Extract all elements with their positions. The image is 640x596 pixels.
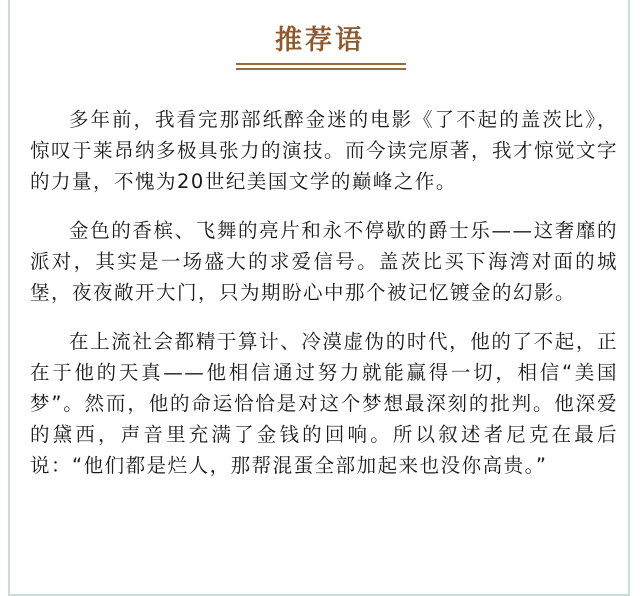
title-underline-bottom xyxy=(236,68,406,70)
title-underline-top xyxy=(236,63,406,65)
paragraph-1: 多年前，我看完那部纸醉金迷的电影《了不起的盖茨比》，惊叹于莱昂纳多极具张力的演技。而今读完原著，我才惊觉文字的力量，不愧为20世纪美国文学的巅峰之作。 xyxy=(30,108,619,193)
paragraph-3: 在上流社会都精于算计、冷漠虚伪的时代，他的了不起，正在于他的天真——他相信通过努力就能赢得一切，相信“美国梦”。然而，他的命运恰恰是对这个梦想最深刻的批判。他深爱的黛西，声音里充满了金钱的回响。所以叙述者尼克在最后说：“他们都是烂人，那帮混蛋全部加起来也没你高贵。” xyxy=(30,330,618,477)
paragraph-2: 金色的香槟、飞舞的亮片和永不停歇的爵士乐——这奢靡的派对，其实是一场盛大的求爱信号。盖茨比买下海湾对面的城堡，夜夜敞开大门，只为期盼心中那个被记忆镀金的幻影。 xyxy=(30,219,618,304)
recommendation-body xyxy=(30,104,618,499)
section-title: 推荐语 xyxy=(275,25,365,56)
